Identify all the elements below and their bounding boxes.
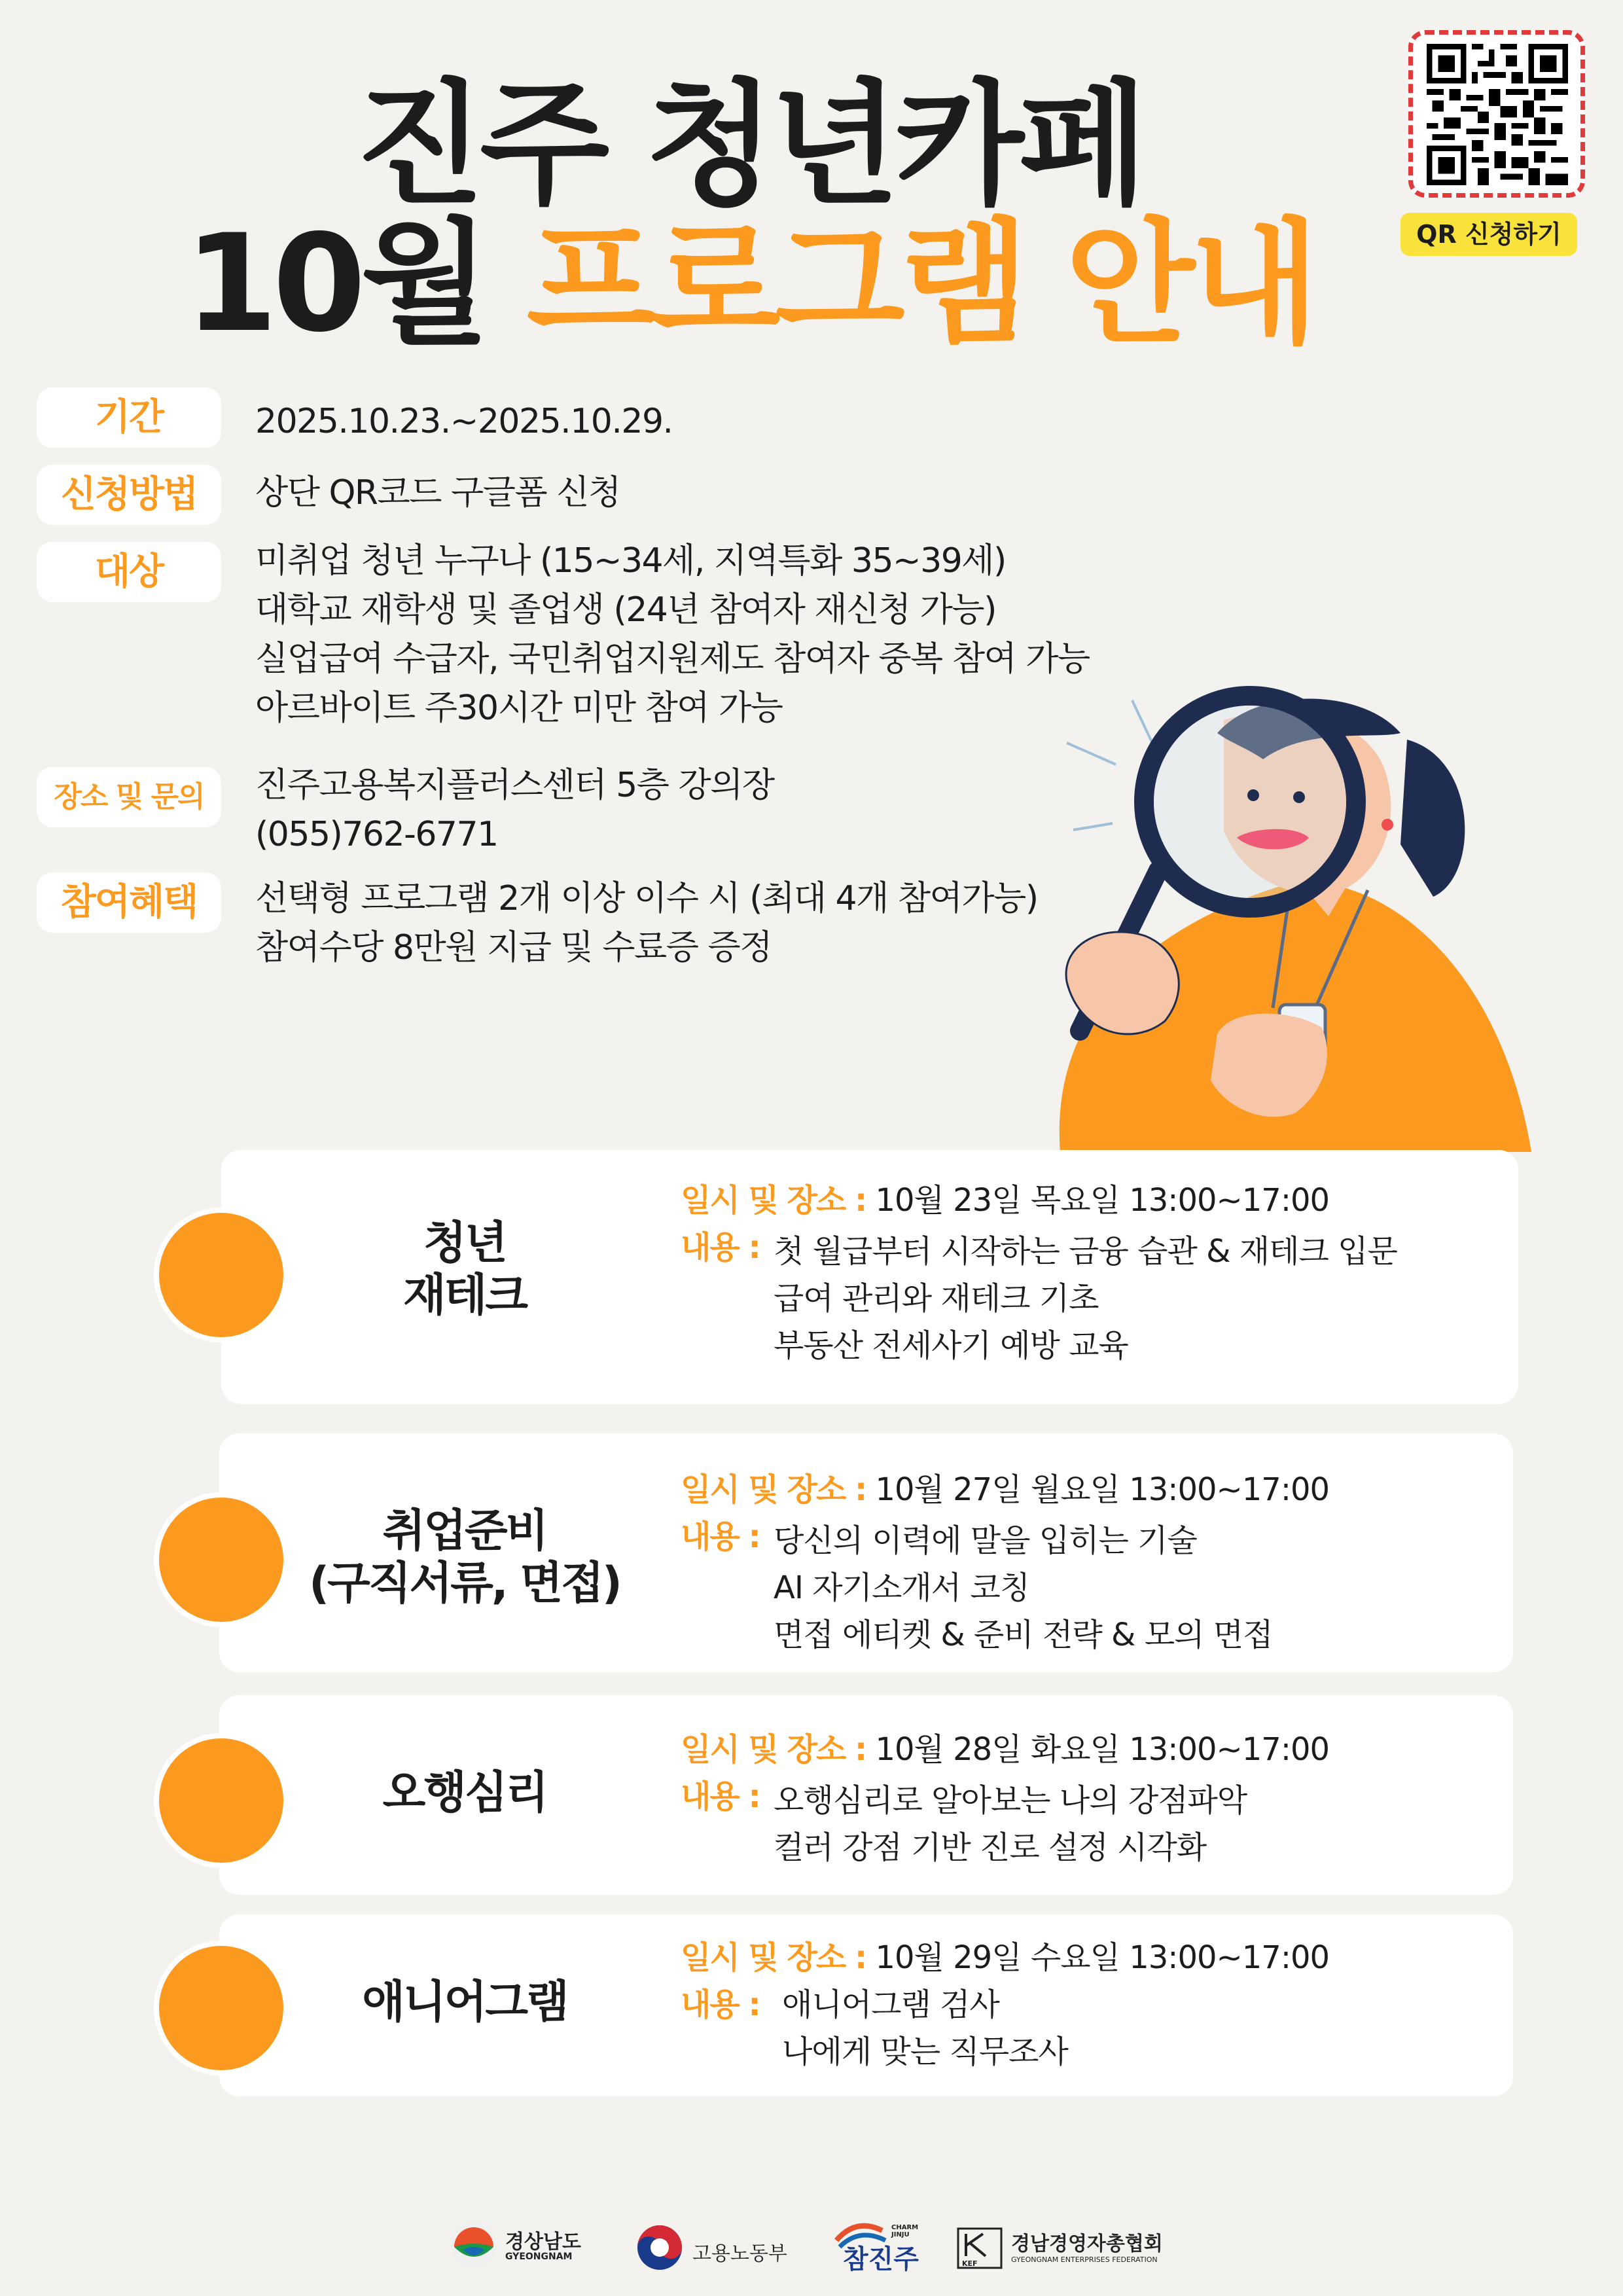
date-place-label: 일시 및 장소 : <box>681 1731 866 1768</box>
program-title-line: 재테크 <box>402 1270 527 1321</box>
eye-right <box>1293 791 1305 803</box>
earring <box>1382 819 1393 831</box>
kef-mark: KEF <box>962 2259 978 2268</box>
program-title <box>268 1505 661 1610</box>
info-benefit-line: 선택형 프로그램 2개 이상 이수 시 (최대 4개 참여가능) <box>255 879 1038 918</box>
program-content-item: 부동산 전세사기 예방 교육 <box>774 1327 1128 1364</box>
program-content-item: 오행심리로 알아보는 나의 강점파악 <box>774 1782 1247 1819</box>
info-method <box>255 469 620 518</box>
info-label-benefit: 참여혜택 <box>37 872 221 933</box>
info-target <box>255 537 1090 733</box>
logo-moel <box>636 2224 683 2274</box>
program-title <box>268 1217 661 1322</box>
qr-code-icon <box>1423 44 1571 185</box>
info-period <box>255 397 673 446</box>
magnifier-lens <box>1154 706 1346 898</box>
hair-back <box>1400 740 1465 897</box>
title-month: 10월 <box>184 206 486 362</box>
title-line-2 <box>0 206 1499 362</box>
title-line-1: 진주 청년카페 <box>355 67 1143 223</box>
qr-code[interactable] <box>1408 30 1585 198</box>
content-label: 내용 : <box>681 1518 760 1555</box>
program-title-line: (구직서류, 면접) <box>309 1558 620 1609</box>
kef-name: 경남경영자총협회 <box>1011 2233 1163 2255</box>
program-content-item: 당신의 이력에 말을 입히는 기술 <box>774 1522 1197 1559</box>
info-target-line: 실업급여 수급자, 국민취업지원제도 참여자 중복 참여 가능 <box>255 639 1090 679</box>
gyeongnam-logo-icon <box>450 2221 497 2268</box>
jinju-name-en: CHARM JINJU <box>891 2224 919 2238</box>
program-content-item: 첫 월급부터 시작하는 금융 습관 & 재테크 입문 <box>774 1233 1397 1270</box>
info-place-line: 진주고용복지플러스센터 5층 강의장 <box>255 766 774 805</box>
info-place <box>255 761 774 859</box>
program-content-item: 급여 관리와 재테크 기초 <box>774 1280 1099 1317</box>
program-contents <box>774 1777 1247 1871</box>
info-label-method: 신청방법 <box>37 465 221 525</box>
title-program-guide: 프로그램 안내 <box>526 206 1315 362</box>
info-place-phone: (055)762-6771 <box>255 815 498 854</box>
jinju-name: 참진주 <box>843 2244 919 2274</box>
program-title-line: 청년 <box>423 1217 506 1269</box>
program-datetime: 10월 29일 수요일 13:00~17:00 <box>875 1939 1330 1976</box>
program-title <box>268 1977 661 2029</box>
program-contents <box>774 1228 1397 1369</box>
info-benefit <box>255 874 1038 973</box>
program-datetime: 10월 27일 월요일 13:00~17:00 <box>875 1471 1330 1508</box>
logo-gyeongnam <box>450 2221 497 2270</box>
program-title-line: 취업준비 <box>382 1505 547 1557</box>
kef-name-en: GYEONGNAM ENTERPRISES FEDERATION <box>1011 2255 1158 2264</box>
date-place-label: 일시 및 장소 : <box>681 1939 866 1976</box>
program-contents <box>774 1517 1272 1659</box>
program-content-item: 면접 에티켓 & 준비 전략 & 모의 면접 <box>774 1617 1273 1653</box>
taegeuk-icon <box>636 2224 683 2271</box>
info-benefit-line: 참여수당 8만원 지급 및 수료증 증정 <box>255 928 772 967</box>
content-label: 내용 : <box>681 1229 760 1266</box>
gyeongnam-name: 경상남도 <box>505 2231 581 2253</box>
info-period-line: 2025.10.23.~2025.10.29. <box>255 402 673 441</box>
info-label-place: 장소 및 문의 <box>37 767 221 827</box>
program-datetime: 10월 23일 목요일 13:00~17:00 <box>875 1182 1330 1219</box>
program-contents <box>782 1981 1068 2075</box>
info-label-period: 기간 <box>37 387 221 448</box>
program-content-item: AI 자기소개서 코칭 <box>774 1570 1030 1606</box>
program-content-item: 나에게 맞는 직무조사 <box>782 2034 1068 2070</box>
magnifier-person-illustration <box>982 681 1558 1152</box>
date-place-label: 일시 및 장소 : <box>681 1471 866 1508</box>
info-method-line: 상단 QR코드 구글폼 신청 <box>255 473 620 512</box>
info-target-line: 미취업 청년 누구나 (15~34세, 지역특화 35~39세) <box>255 541 1006 581</box>
program-title-line: 오행심리 <box>382 1767 547 1819</box>
program-content-item: 애니어그램 검사 <box>782 1986 999 2023</box>
qr-apply-label[interactable]: QR 신청하기 <box>1400 213 1577 256</box>
moel-name: 고용노동부 <box>692 2242 787 2265</box>
gyeongnam-name-en: GYEONGNAM <box>505 2251 573 2262</box>
program-title-line: 애니어그램 <box>362 1977 567 2028</box>
program-datetime: 10월 28일 화요일 13:00~17:00 <box>875 1731 1330 1768</box>
program-content-item: 컬러 강점 기반 진로 설정 시각화 <box>774 1829 1207 1866</box>
program-title <box>268 1767 661 1820</box>
info-label-target: 대상 <box>37 542 221 602</box>
content-label: 내용 : <box>681 1778 760 1815</box>
info-target-line: 아르바이트 주30시간 미만 참여 가능 <box>255 689 783 728</box>
info-target-line: 대학교 재학생 및 졸업생 (24년 참여자 재신청 가능) <box>255 590 996 630</box>
content-label: 내용 : <box>681 1986 760 2023</box>
eye-left <box>1247 789 1259 801</box>
date-place-label: 일시 및 장소 : <box>681 1182 866 1219</box>
